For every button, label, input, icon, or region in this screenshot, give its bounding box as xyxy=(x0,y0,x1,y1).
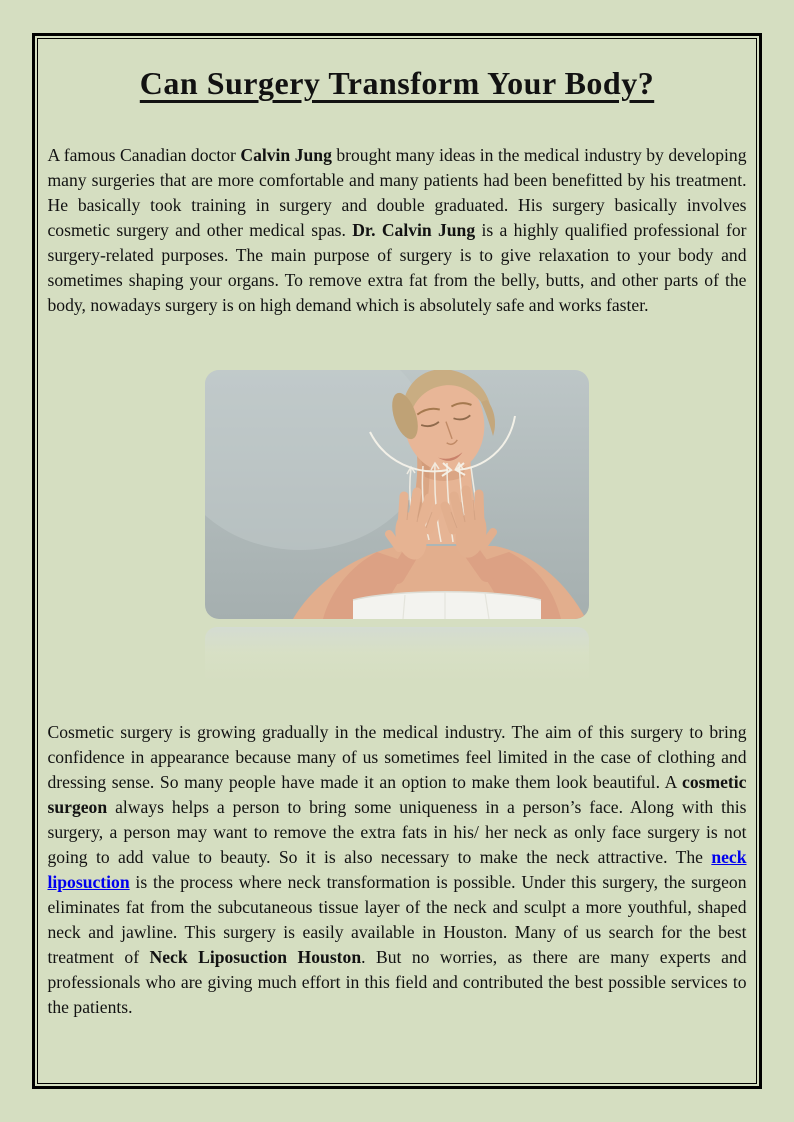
paragraph-intro xyxy=(48,143,747,318)
bold-text: Dr. Calvin Jung xyxy=(352,220,476,240)
bold-text: Calvin Jung xyxy=(240,145,332,165)
neck-liposuction-link[interactable]: neck liposuction xyxy=(47,847,747,892)
bold-text: cosmetic surgeon xyxy=(47,772,747,817)
text-run: is a highly qualified professional for surgery-related purposes. The main purpose of surgery is to give relaxation to your body and sometimes shaping your organs. To remove extra fat from the belly, butts, and other parts of the body, nowadays surgery is on high demand which is absolutely safe and works faster. xyxy=(47,220,747,315)
paragraph-cosmetic xyxy=(48,720,747,1020)
text-run: brought many ideas in the medical industry by developing many surgeries that are more comfortable and many patients had been benefitted by his treatment. He basically took training in surgery and double graduated. His surgery basically involves cosmetic surgery and other medical spas. xyxy=(47,145,747,240)
photo-illustration xyxy=(205,370,589,619)
photo-figure xyxy=(205,370,589,689)
text-run: A famous Canadian doctor xyxy=(47,145,241,165)
page-title: Can Surgery Transform Your Body? xyxy=(139,65,655,101)
page-border-outer xyxy=(32,33,762,1089)
text-run: always helps a person to bring some uniqueness in a person’s face. Along with this surgery, a person may want to remove the extra fats in his/ her neck as only face surgery is not going to add value to beauty. So it is also necessary to make the neck attractive. The xyxy=(47,797,747,867)
white-towel xyxy=(353,592,541,619)
text-run: Cosmetic surgery is growing gradually in the medical industry. The aim of this surgery to bring confidence in appearance because many of us sometimes feel limited in the case of clothing and dressing sense. So many people have made it an option to make them look beautiful. A xyxy=(47,722,747,792)
woman-neck-liposuction-photo xyxy=(205,370,589,619)
page-border-inner xyxy=(37,38,757,1084)
text-run: is the process where neck transformation is possible. Under this surgery, the surgeon eliminates fat from the subcutaneous tissue layer of the neck and sculpt a more youthful, shaped neck and jawline. This surgery is easily available in Houston. Many of us search for the best treatment of xyxy=(47,872,747,967)
bold-text: Neck Liposuction Houston xyxy=(149,947,362,967)
photo-reflection xyxy=(205,627,589,689)
text-run: . But no worries, as there are many experts and professionals who are giving much effort in this field and contributed the best possible services to the patients. xyxy=(47,947,747,1017)
